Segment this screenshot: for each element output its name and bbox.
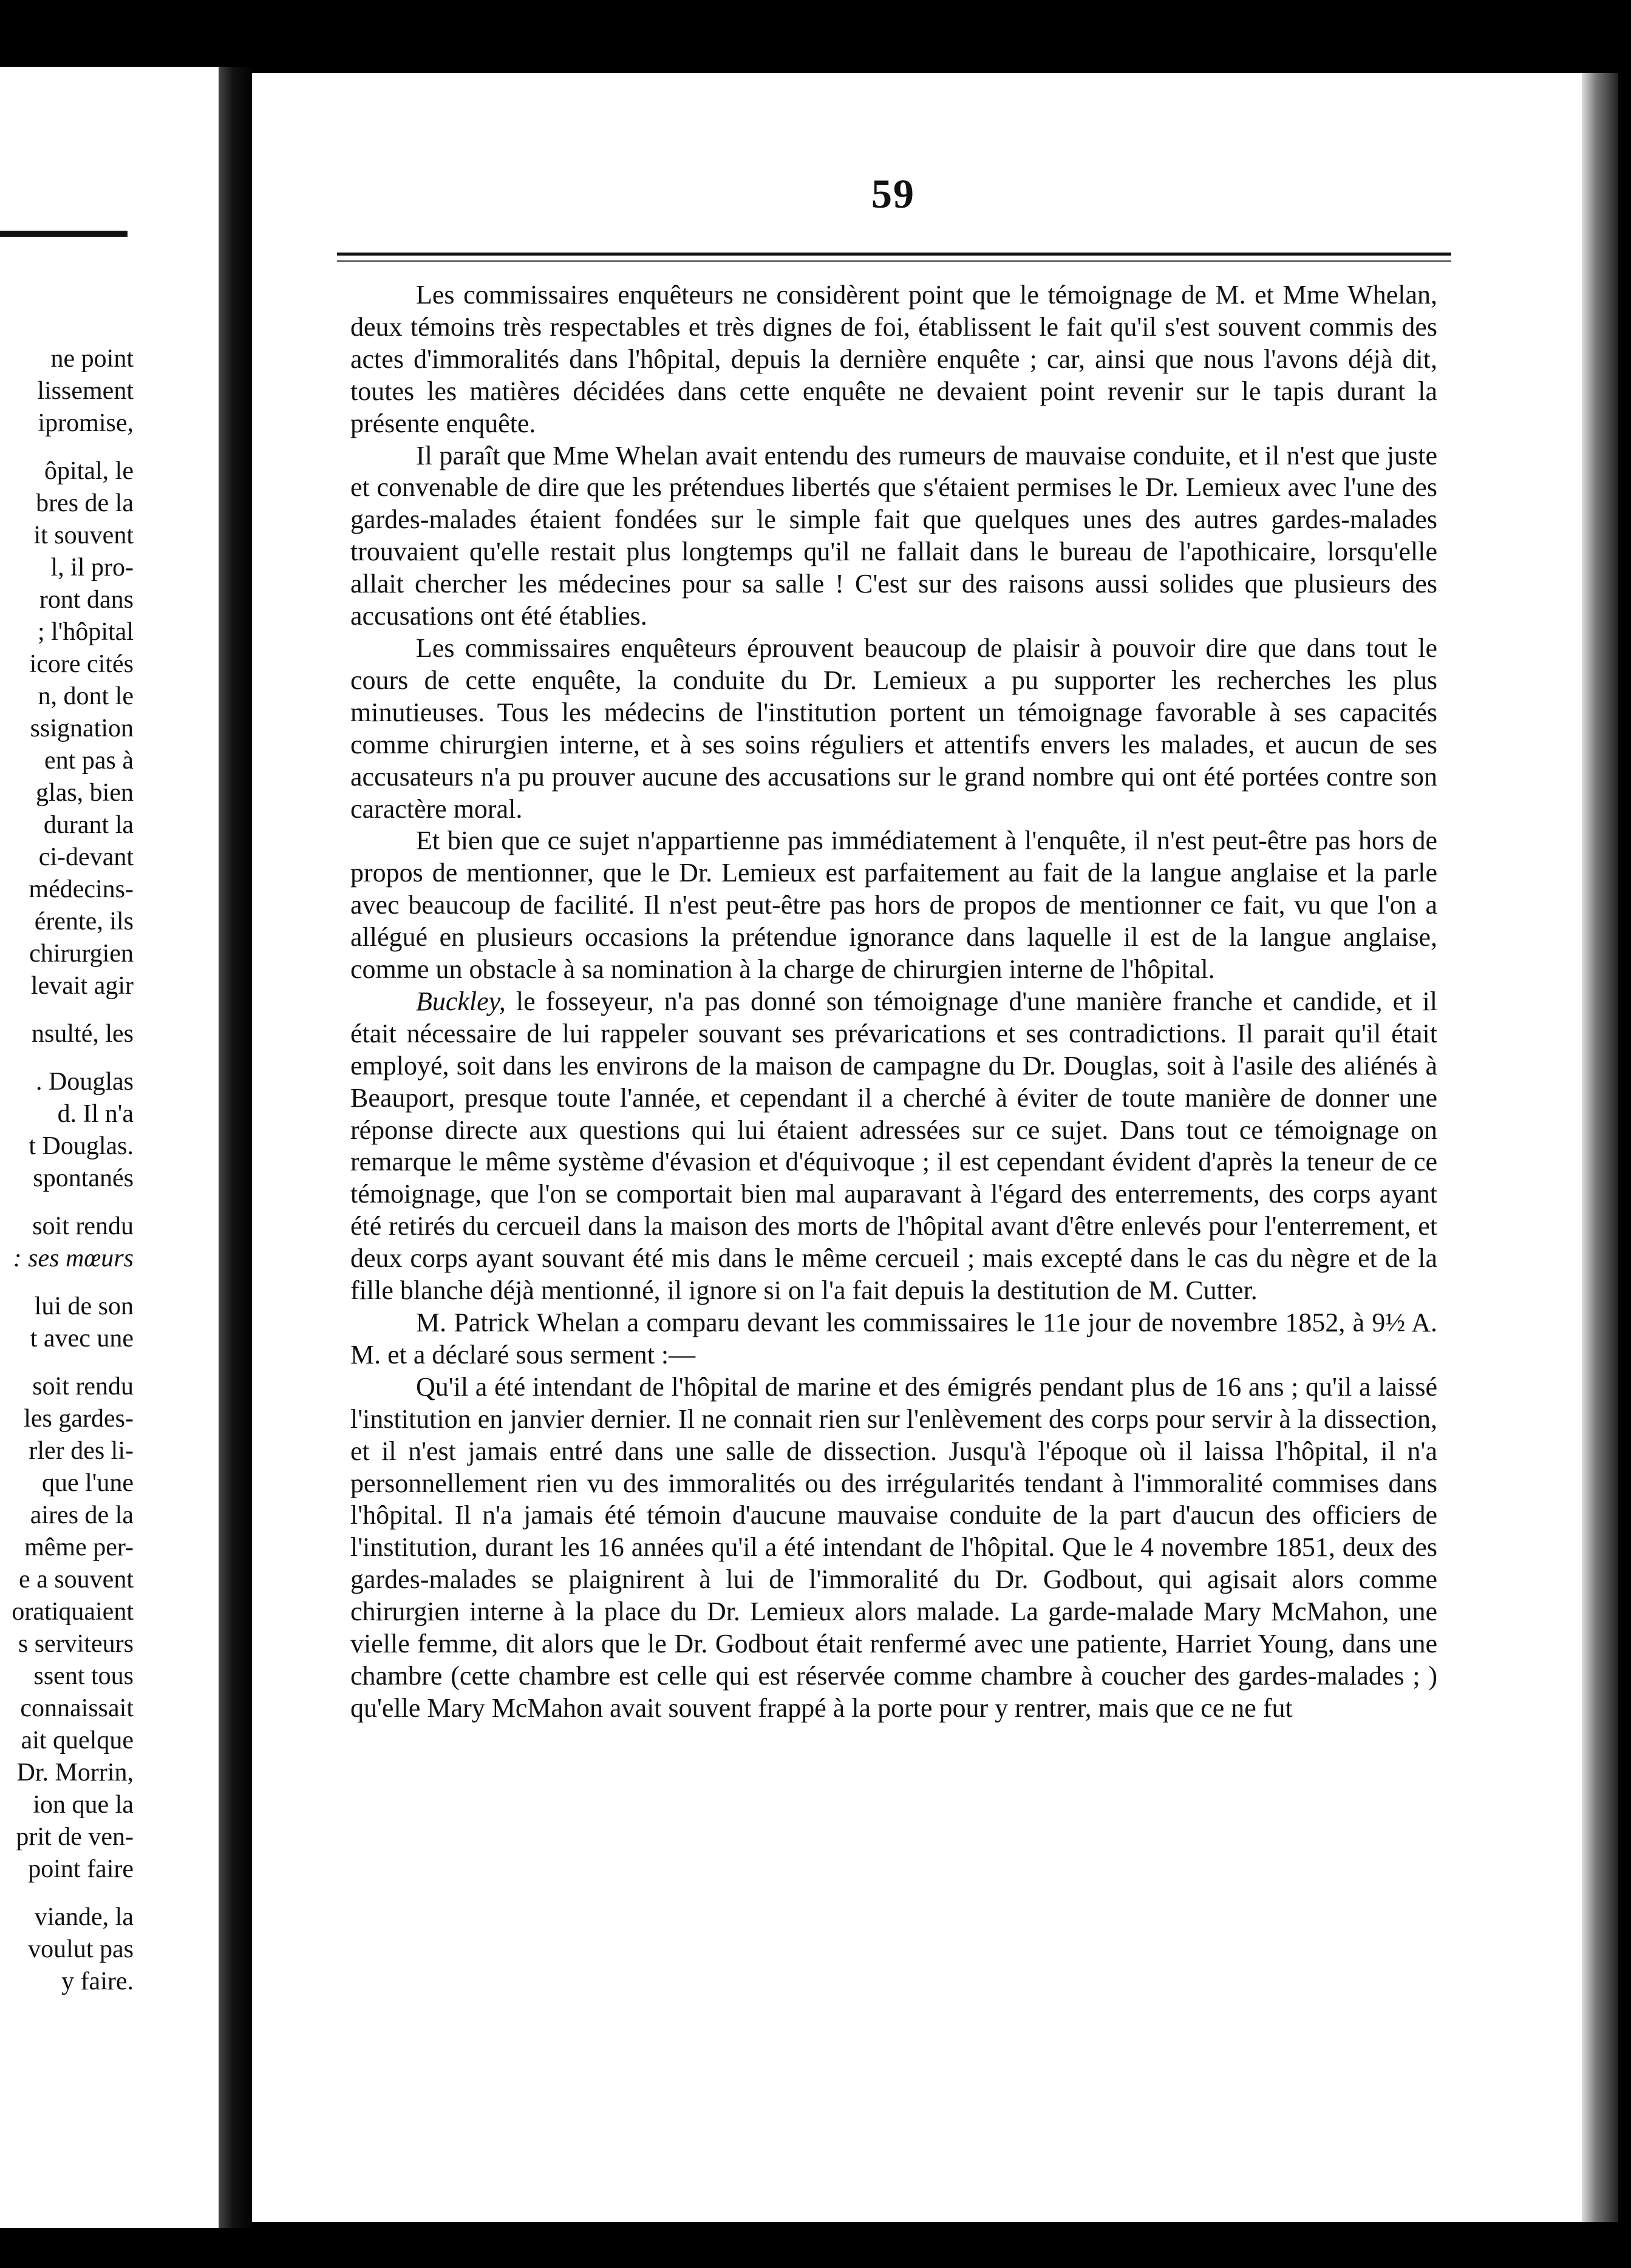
left-page-line: ôpital, le (44, 457, 134, 485)
paragraph-text: Et bien que ce sujet n'appartienne pas immédiatement à l'enquête, il n'est peut-être pas hors de propos de mentionner, que le Dr. Lemieux est parfaitement au fait de la langue anglaise et la parle avec beaucoup de facilité. Il n'est peut-être pas hors de propos de mentionner ce fait, vu que l'on a allégué en plusieurs occasions la prétendue ignorance dans laquelle il est de la langue anglaise, comme un obstacle à sa nomination à la charge de chirurgien interne de l'hôpital. (350, 826, 1437, 985)
left-page-line: que l'une (41, 1469, 134, 1497)
left-facing-page (0, 67, 225, 2228)
left-page-line: ipromise, (38, 409, 134, 437)
body-text (350, 279, 1437, 1725)
left-page-line: soit rendu (32, 1212, 134, 1240)
left-page-line: levait agir (30, 972, 134, 1000)
left-page-line: t Douglas. (29, 1132, 134, 1160)
left-page-line: érente, ils (34, 908, 134, 935)
paragraph-text: Les commissaires enquêteurs ne considèrent point que le témoignage de M. et Mme Whelan, deux témoins très respectables et très dignes de foi, établissent le fait qu'il s'est souvent commis des actes d'immoralités dans l'hôpital, depuis la dernière enquête ; car, ainsi que nous l'avons déjà dit, toutes les matières décidées dans cette enquête ne devaient point revenir sur le tapis durant la présente enquête. (350, 280, 1437, 438)
left-page-line: s serviteurs (18, 1630, 134, 1658)
left-page-line: : ses mœurs (13, 1244, 134, 1272)
left-page-line: y faire. (61, 1968, 134, 1995)
left-page-line: ait quelque (21, 1726, 134, 1754)
left-page-line: ci-devant (38, 843, 134, 871)
left-page-line: ; l'hôpital (37, 618, 134, 646)
left-page-text (0, 343, 134, 1998)
left-page-line: viande, la (34, 1903, 134, 1931)
paragraph-text: Les commissaires enquêteurs éprouvent beaucoup de plaisir à pouvoir dire que dans tout le cours de cette enquête, la conduite du Dr. Lemieux a pu supporter les recherches les plus minutieuses. Tous les médecins de l'institution portent un témoignage favorable à ses capacités comme chirurgien interne, et à ses soins réguliers et attentifs envers les malades, et aucun de ses accusateurs n'a pu prouver aucune des accusations sur le grand nombre qui ont été portées contre son caractère moral. (350, 633, 1437, 824)
left-page-line: bres de la (36, 489, 134, 517)
left-page-line: rler des li- (29, 1437, 134, 1465)
paragraph (350, 986, 1437, 1307)
left-page-line: lissement (37, 377, 134, 405)
paragraph (350, 279, 1437, 440)
left-page-line: durant la (43, 811, 134, 839)
left-page-line: les gardes- (24, 1405, 134, 1433)
book-gutter (219, 67, 255, 2228)
left-page-line: médecins- (29, 875, 134, 903)
left-page-line: n, dont le (38, 682, 134, 710)
left-page-line: it souvent (33, 521, 134, 549)
left-page-line (0, 1050, 134, 1066)
left-page-line: ssignation (30, 715, 134, 742)
paragraph (350, 825, 1437, 986)
left-page-line: Dr. Morrin, (16, 1759, 134, 1787)
left-page-line: ion que la (33, 1791, 134, 1819)
left-page-line (0, 1886, 134, 1901)
left-page-line: d. Il n'a (57, 1100, 134, 1128)
page-number: 59 (871, 171, 915, 217)
left-page-line: spontanés (33, 1164, 134, 1192)
paragraph-text: le fosseyeur, n'a pas donné son témoignage d'une manière franche et candide, et il était nécessaire de lui rappeler souvant ses prévarications et ses contradictions. Il parait qu'il était employé, soit dans les environs de la maison de campagne du Dr. Douglas, soit à l'asile des aliénés à Beauport, presque toute l'année, et cependant il a cherché à éviter de toute manière de donner une réponse directe aux questions qui lui étaient adressées sur ce sujet. Dans tout ce témoignage on remarque le même système d'évasion et d'équivoque ; il est cependant évident d'après la teneur de ce témoignage, que l'on se comportait bien mal auparavant à l'égard des enterrements, des corps ayant été retirés du cercueil dans la maison des morts de l'hôpital avant d'être enlevés pour l'enterrement, et deux corps ayant souvant été mis dans le même cercueil ; mais excepté dans le cas du nègre et de la fille blanche déjà mentionné, il ignore si on l'a fait depuis la destitution de M. Cutter. (350, 986, 1437, 1306)
left-page-line: glas, bien (36, 779, 134, 807)
left-page-line: connaissait (20, 1694, 134, 1722)
paragraph-text: Il paraît que Mme Whelan avait entendu des rumeurs de mauvaise conduite, et il n'est que juste et convenable de dire que les prétendues libertés que s'étaient permises le Dr. Lemieux avec l'une des gardes-malades étaient fondées sur le simple fait que quelques unes des autres gardes-malades trouvaient qu'elle restait plus longtemps qu'il ne fallait dans le bureau de l'apothicaire, lorsqu'elle allait chercher les médecines pour sa salle ! C'est sur des raisons aussi solides que plusieurs des accusations ont été établies. (350, 440, 1437, 631)
left-page-line: oratiquaient (12, 1598, 134, 1626)
left-page-line: e a souvent (19, 1566, 134, 1594)
left-page-line (0, 1002, 134, 1018)
italic-name: Buckley, (416, 986, 506, 1016)
paragraph (350, 633, 1437, 825)
paragraph (350, 1307, 1437, 1371)
left-page-line: soit rendu (32, 1373, 134, 1401)
left-page-line (0, 440, 134, 455)
left-page-line: l, il pro- (50, 554, 134, 582)
left-page-line: point faire (28, 1855, 134, 1883)
paragraph (350, 440, 1437, 633)
left-page-line: ssent tous (33, 1662, 134, 1690)
left-page-line (0, 1355, 134, 1371)
left-page-line: ront dans (39, 586, 134, 614)
left-page-rule (0, 231, 128, 237)
left-page-line: . Douglas (36, 1068, 134, 1096)
left-page-line (0, 1275, 134, 1291)
left-page-line: t avec une (30, 1325, 134, 1353)
left-page-line: même per- (24, 1533, 134, 1561)
left-page-line: icore cités (29, 650, 134, 678)
left-page-line: chirurgien (29, 940, 134, 968)
paragraph-text: Qu'il a été intendant de l'hôpital de marine et des émigrés pendant plus de 16 ans ; qu'il a laissé l'institution en janvier dernier. Il ne connait rien sur l'enlèvement des corps pour servir à la dissection, et il n'est jamais entré dans une salle de dissection. Jusqu'à l'époque où il laissa l'hôpital, il n'a personnellement rien vu des immoralités ou des irrégularités tendant à l'immoralité commises dans l'hôpital. Il n'a jamais été témoin d'aucune mauvaise conduite de la part d'aucun des officiers de l'institution, durant les 16 années qu'il a été intendant de l'hôpital. Que le 4 novembre 1851, deux des gardes-malades se plaignirent à lui de l'immoralité du Dr. Godbout, qui agisait alors comme chirurgien interne à la place du Dr. Lemieux alors malade. La garde-malade Mary McMahon, une vielle femme, dit alors que le Dr. Godbout était renfermé avec une patiente, Harriet Young, dans une chambre (cette chambre est celle qui est réservée comme chambre à coucher des gardes-malades ; ) qu'elle Mary McMahon avait souvent frappé à la porte pour y rentrer, mais que ce ne fut (350, 1371, 1437, 1723)
left-page-line: nsulté, les (32, 1020, 134, 1048)
left-page-line: ne point (50, 345, 134, 373)
left-page-line (0, 1195, 134, 1210)
left-page-line: ent pas à (44, 747, 134, 775)
main-page (252, 73, 1605, 2222)
paragraph-text: M. Patrick Whelan a comparu devant les commissaires le 11e jour de novembre 1852, à 9½ A. M. et a déclaré sous serment :— (350, 1308, 1437, 1370)
header-rule (337, 253, 1451, 262)
left-page-line: lui de son (34, 1292, 134, 1320)
left-page-line: prit de ven- (16, 1823, 134, 1851)
left-page-line: aires de la (30, 1501, 134, 1529)
left-page-line: voulut pas (28, 1935, 134, 1963)
paragraph (350, 1371, 1437, 1725)
page-edge (1582, 73, 1618, 2222)
